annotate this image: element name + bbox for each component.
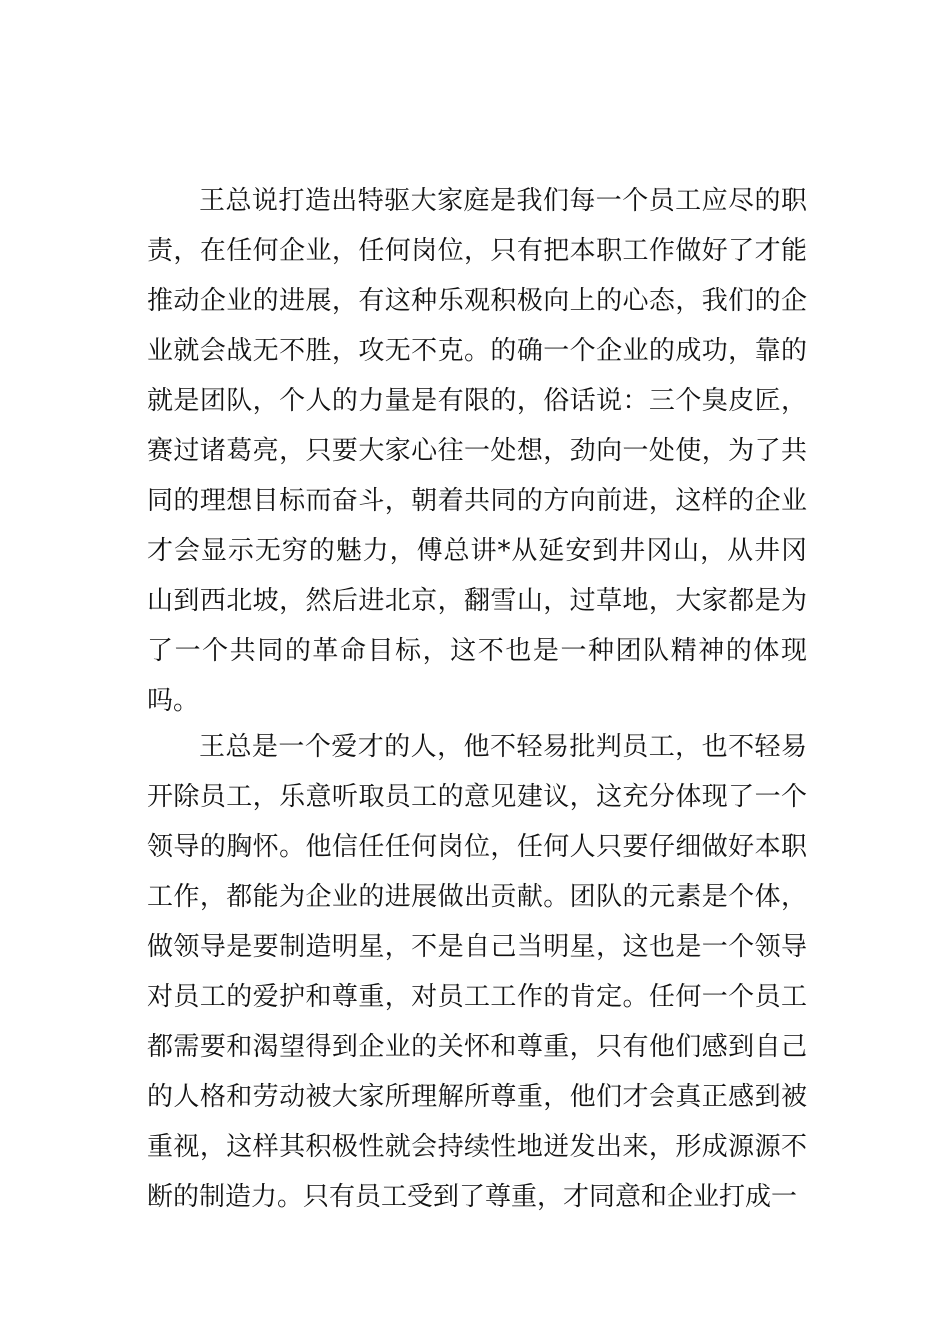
paragraph-respect-employees: 王总是一个爱才的人，他不轻易批判员工，也不轻易开除员工，乐意听取员工的意见建议，这充分体现了一个领导的胸怀。他信任任何岗位，任何人只要仔细做好本职工作，都能为企业的进展做出贡献。团队的元素是个体，做领导是要制造明星，不是自己当明星，这也是一个领导对员工的爱护和尊重，对员工工作的肯定。任何一个员工都需要和渴望得到企业的关怀和尊重，只有他们感到自己的人格和劳动被大家所理解所尊重，他们才会真正感到被重视，这样其积极性就会持续性地迸发出来，形成源源不断的制造力。只有员工受到了尊重，才同意和企业打成一 [147,732,807,1212]
paragraph-team-spirit: 王总说打造出特驱大家庭是我们每一个员工应尽的职责，在任何企业，任何岗位，只有把本职工作做好了才能推动企业的进展，有这种乐观积极向上的心态，我们的企业就会战无不胜，攻无不克。的确一个企业的成功，靠的就是团队，个人的力量是有限的，俗话说：三个臭皮匠，赛过诸葛亮，只要大家心往一处想，劲向一处使，为了共同的理想目标而奋斗，朝着共同的方向前进，这样的企业才会显示无穷的魅力，傅总讲*从延安到井冈山，从井冈山到西北坡，然后进北京，翻雪山，过草地，大家都是为了一个共同的革命目标，这不也是一种团队精神的体现吗。 [147,186,807,716]
